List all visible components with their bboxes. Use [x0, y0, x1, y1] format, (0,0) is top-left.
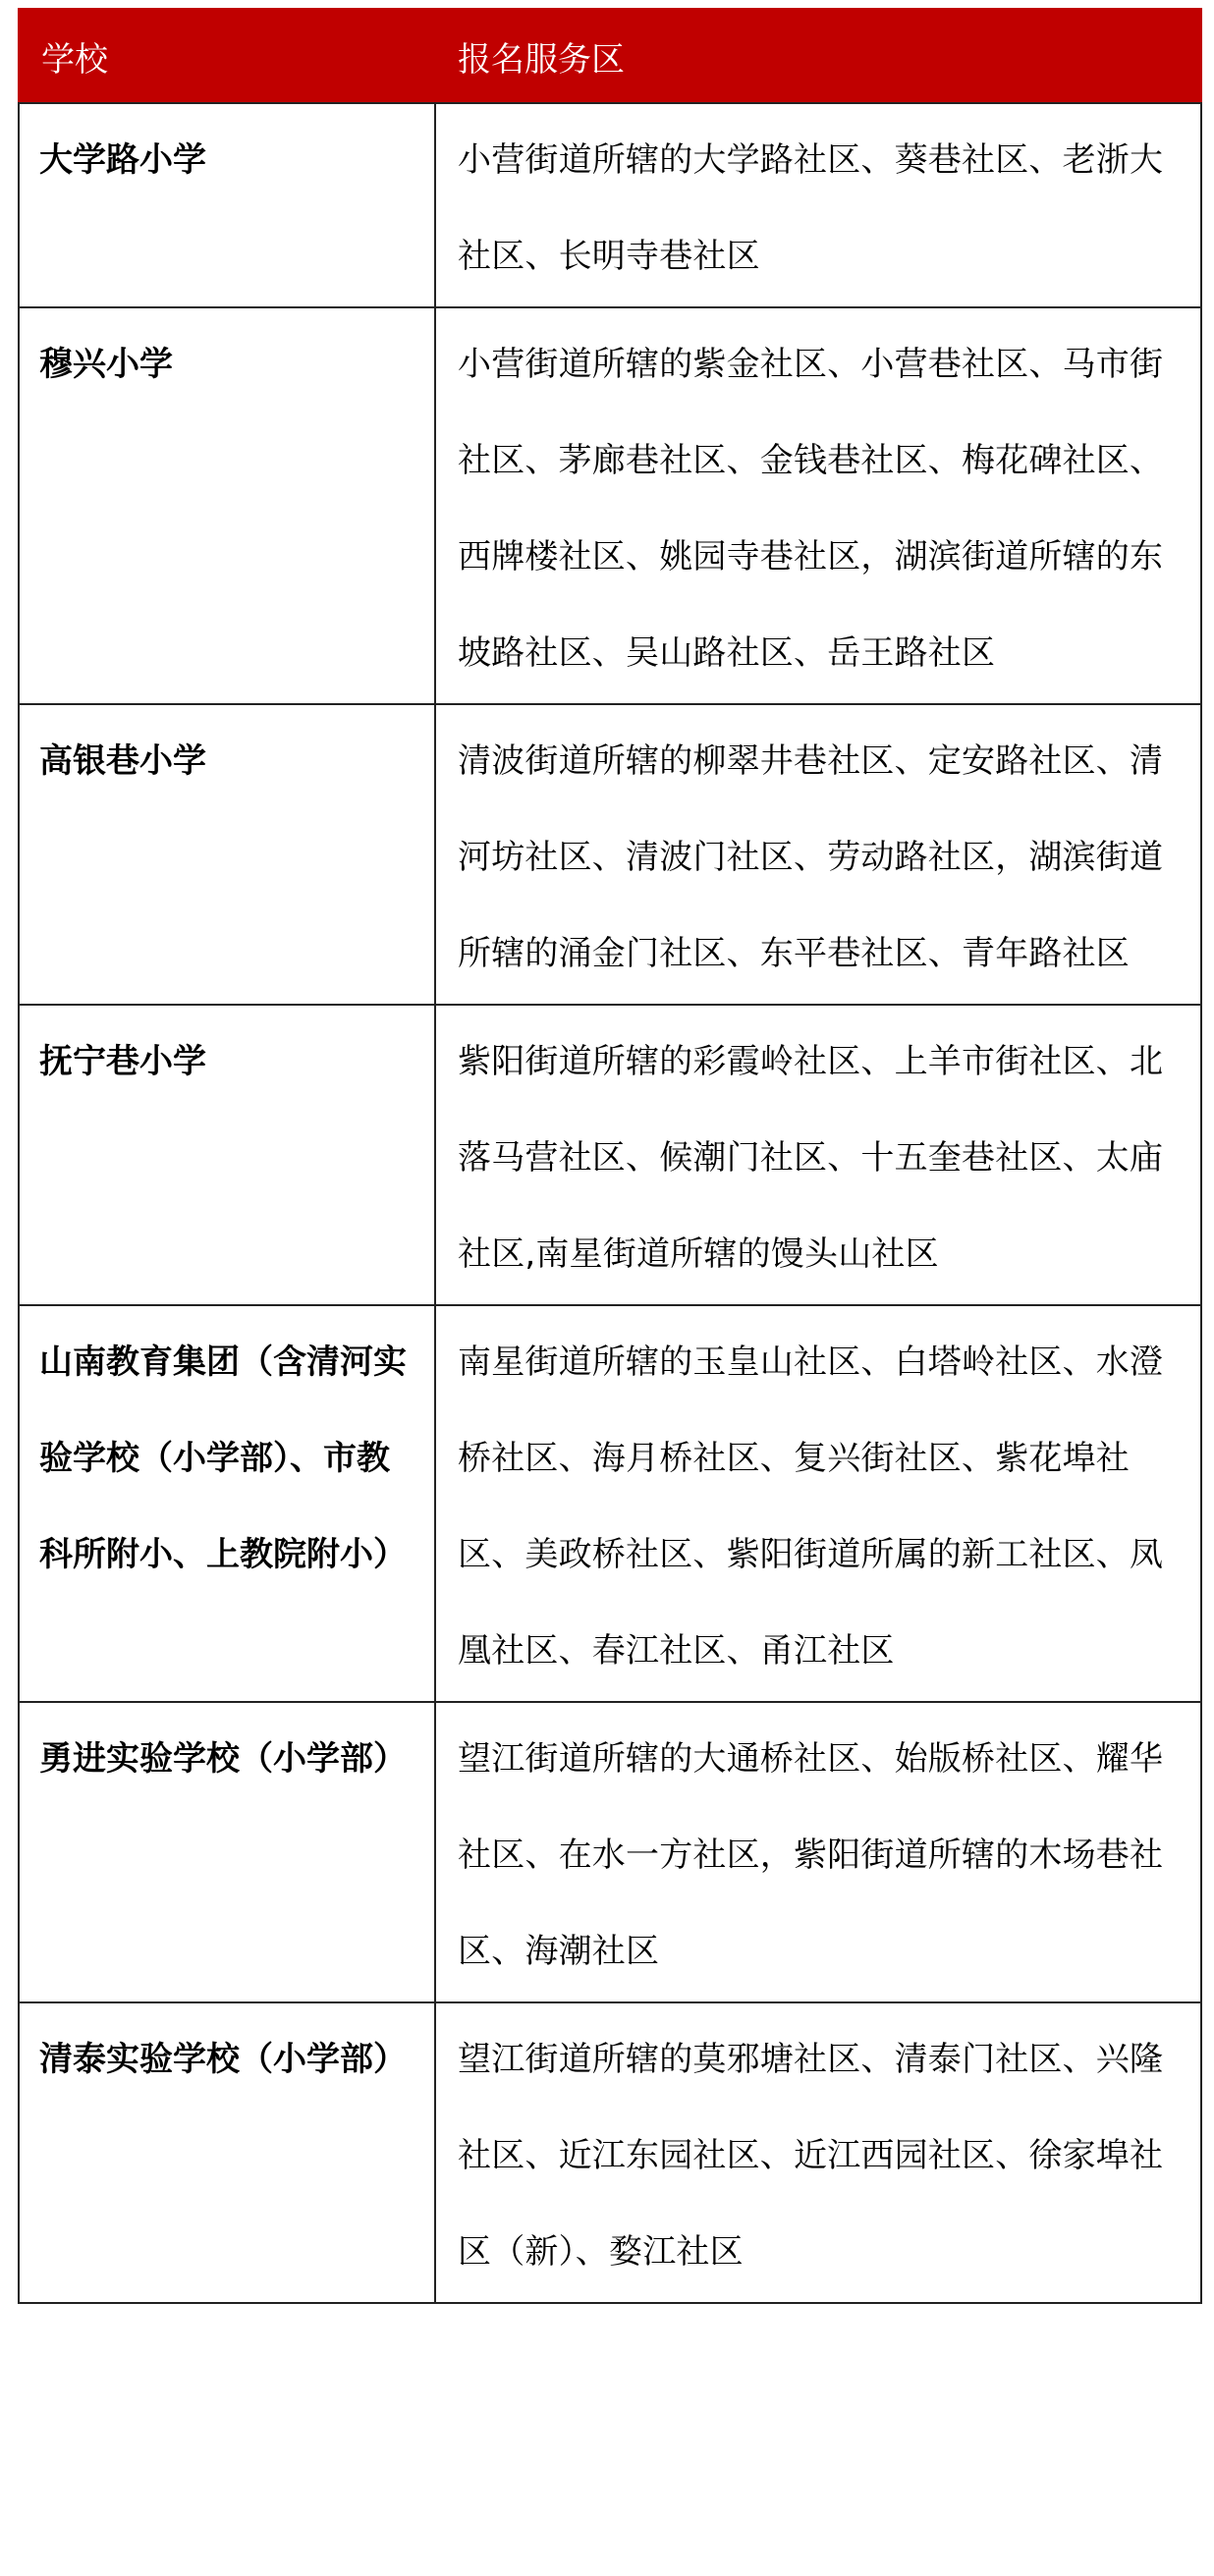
header-school: 学校 [19, 9, 435, 103]
school-cell [19, 2002, 435, 2303]
service-area: 南星街道所辖的玉皇山社区、白塔岭社区、水澄桥社区、海月桥社区、复兴街社区、紫花埠社区、美政桥社区、紫阳街道所属的新工社区、凤凰社区、春江社区、甬江社区 [458, 1343, 1164, 1671]
table-row [19, 704, 1201, 1005]
area-cell [435, 103, 1201, 307]
school-name: 穆兴小学 [39, 345, 173, 384]
school-cell [19, 1005, 435, 1305]
school-name: 勇进实验学校（小学部） [39, 1739, 407, 1779]
service-area: 清波街道所辖的柳翠井巷社区、定安路社区、清河坊社区、清波门社区、劳动路社区，湖滨街道所辖的涌金门社区、东平巷社区、青年路社区 [458, 741, 1164, 973]
table-row [19, 2002, 1201, 2303]
area-cell [435, 1305, 1201, 1702]
area-cell [435, 1702, 1201, 2002]
service-area: 小营街道所辖的紫金社区、小营巷社区、马市街社区、茅廊巷社区、金钱巷社区、梅花碑社区、西牌楼社区、姚园寺巷社区，湖滨街道所辖的东坡路社区、吴山路社区、岳王路社区 [458, 345, 1164, 673]
area-cell [435, 2002, 1201, 2303]
area-cell [435, 307, 1201, 704]
table-row [19, 1305, 1201, 1702]
school-name: 山南教育集团（含清河实验学校（小学部）、市教科所附小、上教院附小） [39, 1343, 407, 1574]
header-area: 报名服务区 [435, 9, 1201, 103]
area-cell [435, 1005, 1201, 1305]
school-cell [19, 1305, 435, 1702]
school-name: 清泰实验学校（小学部） [39, 2040, 407, 2079]
school-cell [19, 1702, 435, 2002]
table-row [19, 103, 1201, 307]
service-area: 小营街道所辖的大学路社区、葵巷社区、老浙大社区、长明寺巷社区 [458, 140, 1164, 276]
school-district-table [18, 8, 1202, 2304]
school-cell [19, 704, 435, 1005]
school-name: 大学路小学 [39, 140, 206, 180]
header-row [19, 9, 1201, 103]
service-area: 紫阳街道所辖的彩霞岭社区、上羊市街社区、北落马营社区、候潮门社区、十五奎巷社区、太庙社区,南星街道所辖的馒头山社区 [458, 1042, 1164, 1274]
table-body [19, 103, 1201, 2303]
table-header [19, 9, 1201, 103]
table-row [19, 307, 1201, 704]
area-cell [435, 704, 1201, 1005]
table-row [19, 1702, 1201, 2002]
service-area: 望江街道所辖的莫邪塘社区、清泰门社区、兴隆社区、近江东园社区、近江西园社区、徐家埠社区（新）、婺江社区 [458, 2040, 1164, 2272]
table-row [19, 1005, 1201, 1305]
service-area: 望江街道所辖的大通桥社区、始版桥社区、耀华社区、在水一方社区，紫阳街道所辖的木场巷社区、海潮社区 [458, 1739, 1164, 1971]
school-cell [19, 103, 435, 307]
school-name: 抚宁巷小学 [39, 1042, 206, 1081]
school-cell [19, 307, 435, 704]
school-name: 高银巷小学 [39, 741, 206, 781]
